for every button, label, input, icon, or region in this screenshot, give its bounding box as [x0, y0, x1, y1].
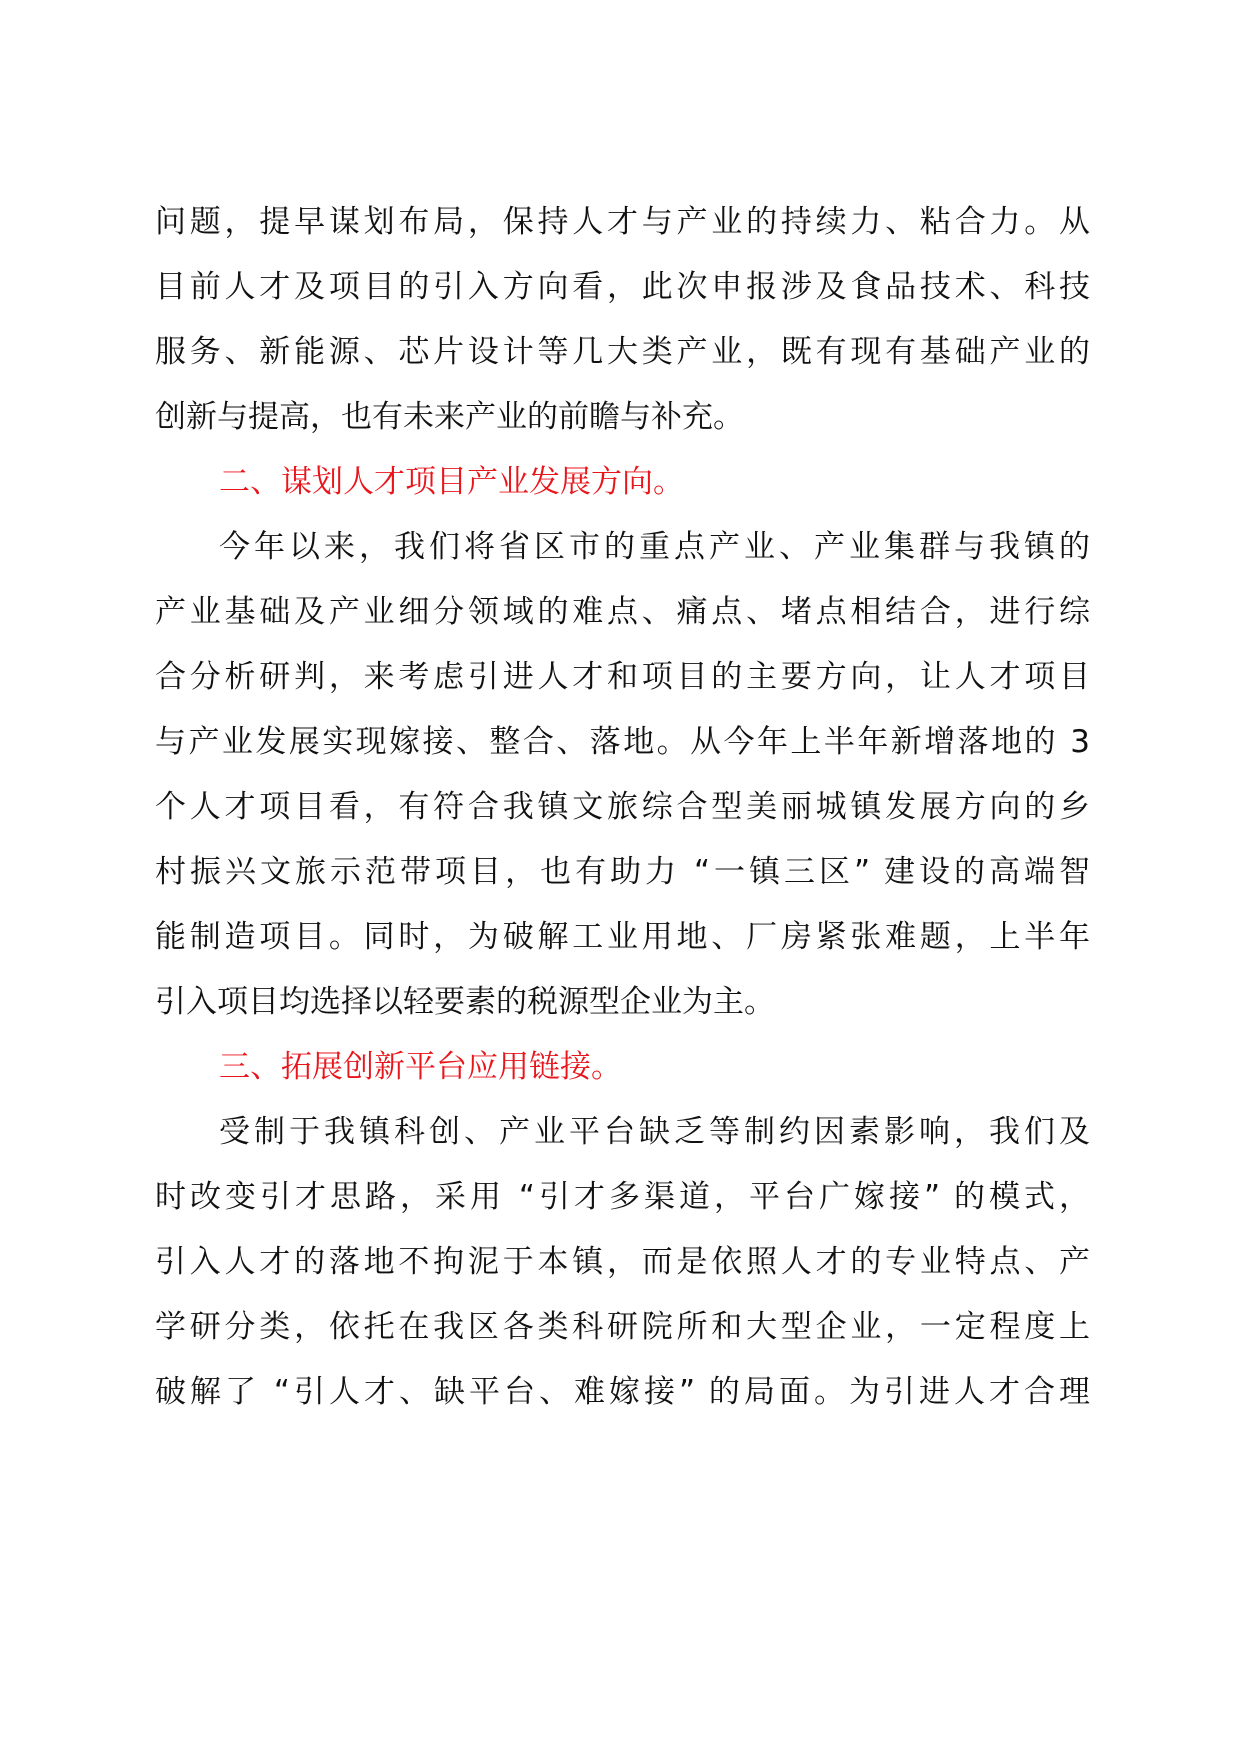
paragraph-section-3: [155, 1100, 1090, 1425]
text-line: 合分析研判，来考虑引进人才和项目的主要方向，让人才项目: [155, 659, 1090, 695]
section-heading-3: 三、拓展创新平台应用链接。: [219, 1049, 622, 1085]
text-line: 引入项目均选择以轻要素的税源型企业为主。: [155, 984, 775, 1020]
paragraph-continued: [155, 190, 1090, 450]
text-line: 破解了 “引人才、缺平台、难嫁接” 的局面。为引进人才合理: [155, 1374, 1090, 1410]
text-line: 村振兴文旅示范带项目，也有助力 “一镇三区” 建设的高端智: [155, 854, 1090, 890]
text-line: 能制造项目。同时，为破解工业用地、厂房紧张难题，上半年: [155, 919, 1090, 955]
document-page: [155, 190, 1090, 1425]
text-line: 今年以来，我们将省区市的重点产业、产业集群与我镇的: [219, 529, 1090, 565]
text-line: 受制于我镇科创、产业平台缺乏等制约因素影响，我们及: [219, 1114, 1090, 1150]
section-heading-2: 二、谋划人才项目产业发展方向。: [219, 464, 684, 500]
paragraph-section-2: [155, 515, 1090, 1035]
text-line: 产业基础及产业细分领域的难点、痛点、堵点相结合，进行综: [155, 594, 1090, 630]
text-line: 个人才项目看，有符合我镇文旅综合型美丽城镇发展方向的乡: [155, 789, 1090, 825]
text-line: 问题，提早谋划布局，保持人才与产业的持续力、粘合力。从: [155, 204, 1090, 240]
text-line: 服务、新能源、芯片设计等几大类产业，既有现有基础产业的: [155, 334, 1090, 370]
text-line: 与产业发展实现嫁接、整合、落地。从今年上半年新增落地的 3: [155, 724, 1090, 760]
text-line: 学研分类，依托在我区各类科研院所和大型企业，一定程度上: [155, 1309, 1090, 1345]
text-line: 目前人才及项目的引入方向看，此次申报涉及食品技术、科技: [155, 269, 1090, 305]
text-line: 引入人才的落地不拘泥于本镇，而是依照人才的专业特点、产: [155, 1244, 1090, 1280]
text-line: 创新与提高，也有未来产业的前瞻与补充。: [155, 399, 744, 435]
text-line: 时改变引才思路，采用 “引才多渠道，平台广嫁接” 的模式，: [155, 1179, 1090, 1215]
